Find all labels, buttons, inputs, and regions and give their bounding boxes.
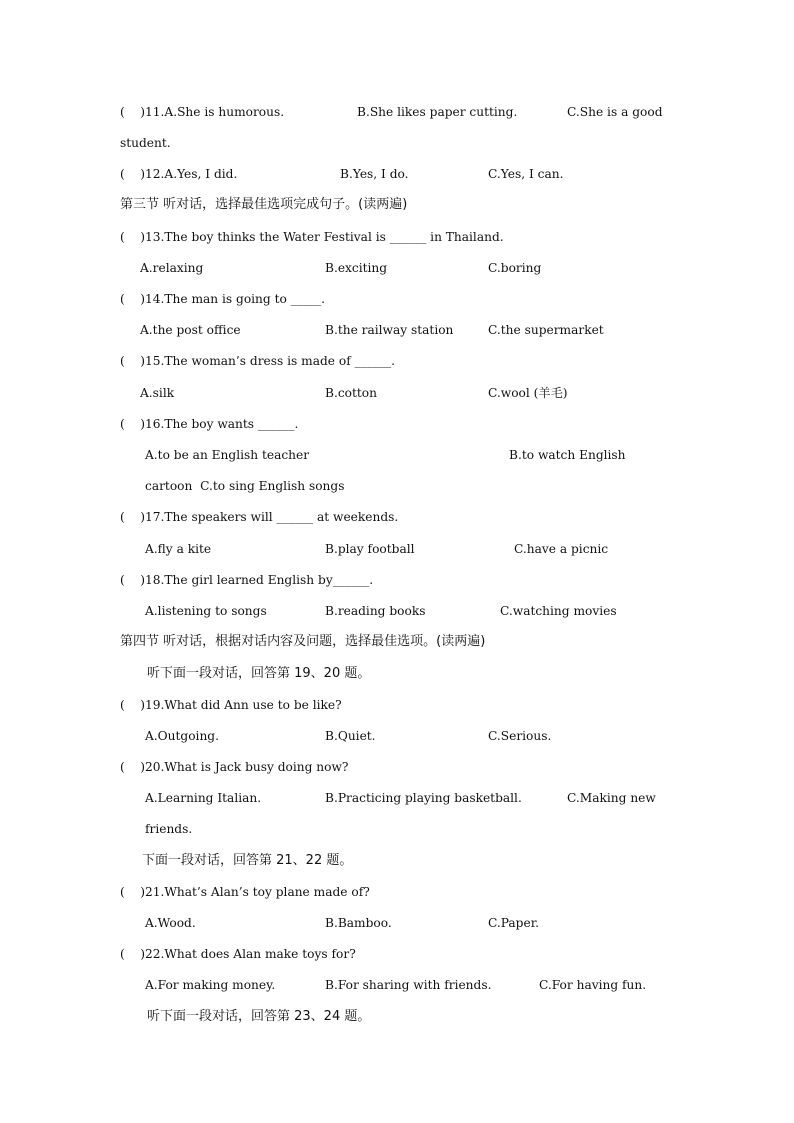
question-20-option-c: C.Making new [567, 791, 656, 805]
question-12-option-c: C.Yes, I can. [488, 167, 564, 181]
instruction-19-20: 听下面一段对话，回答第 19、20 题。 [147, 666, 371, 681]
question-14-option-a: A.the post office [140, 323, 241, 337]
section-4-heading: 第四节 听对话，根据对话内容及问题，选择最佳选项。(读两遍) [120, 634, 486, 649]
question-13-option-c: C.boring [488, 261, 542, 275]
question-21-stem: ( )21.What’s Alan’s toy plane made of? [120, 885, 370, 899]
question-15-option-a: A.silk [140, 386, 175, 400]
question-16-option-a: A.to be an English teacher [145, 448, 310, 462]
question-17-option-b: B.play football [325, 542, 415, 556]
question-21-option-b: B.Bamboo. [325, 916, 392, 930]
instruction-21-22: 下面一段对话，回答第 21、22 题。 [142, 853, 353, 868]
question-19-stem: ( )19.What did Ann use to be like? [120, 698, 342, 712]
question-18-option-c: C.watching movies [500, 604, 617, 618]
question-16-stem: ( )16.The boy wants ______. [120, 417, 299, 431]
question-17-stem: ( )17.The speakers will ______ at weekends. [120, 510, 399, 524]
question-21-option-c: C.Paper. [488, 916, 540, 930]
question-13-stem: ( )13.The boy thinks the Water Festival is ______ in Thailand. [120, 230, 504, 244]
question-14-stem: ( )14.The man is going to _____. [120, 292, 326, 306]
question-16-continuation: cartoon C.to sing English songs [145, 479, 345, 493]
question-16-option-b: B.to watch English [509, 448, 626, 462]
question-19-option-a: A.Outgoing. [145, 729, 219, 743]
question-22-option-c: C.For having fun. [539, 978, 647, 992]
question-14-option-b: B.the railway station [325, 323, 454, 337]
question-15-option-b: B.cotton [325, 386, 377, 400]
question-19-option-b: B.Quiet. [325, 729, 376, 743]
question-18-option-b: B.reading books [325, 604, 426, 618]
question-21-option-a: A.Wood. [145, 916, 196, 930]
question-12-option-b: B.Yes, I do. [340, 167, 409, 181]
question-20-option-b: B.Practicing playing basketball. [325, 791, 522, 805]
question-19-option-c: C.Serious. [488, 729, 552, 743]
question-13-option-a: A.relaxing [140, 261, 204, 275]
question-18-option-a: A.listening to songs [145, 604, 267, 618]
question-13-option-b: B.exciting [325, 261, 388, 275]
question-11-stem: ( )11.A.She is humorous. [120, 105, 285, 119]
instruction-23-24: 听下面一段对话，回答第 23、24 题。 [147, 1009, 371, 1024]
question-20-continuation: friends. [145, 822, 193, 836]
question-22-option-b: B.For sharing with friends. [325, 978, 492, 992]
question-17-option-a: A.fly a kite [145, 542, 212, 556]
question-15-option-c: C.wool (羊毛) [488, 386, 568, 400]
question-20-stem: ( )20.What is Jack busy doing now? [120, 760, 349, 774]
section-3-heading: 第三节 听对话，选择最佳选项完成句子。(读两遍) [120, 197, 408, 212]
question-17-option-c: C.have a picnic [514, 542, 609, 556]
question-15-stem: ( )15.The woman’s dress is made of ______. [120, 354, 396, 368]
question-11-continuation: student. [120, 136, 171, 150]
question-22-stem: ( )22.What does Alan make toys for? [120, 947, 356, 961]
question-11-option-b: B.She likes paper cutting. [357, 105, 518, 119]
question-22-option-a: A.For making money. [145, 978, 276, 992]
question-14-option-c: C.the supermarket [488, 323, 604, 337]
question-12-stem: ( )12.A.Yes, I did. [120, 167, 238, 181]
question-20-option-a: A.Learning Italian. [145, 791, 262, 805]
question-11-option-c: C.She is a good [567, 105, 663, 119]
question-18-stem: ( )18.The girl learned English by______. [120, 573, 374, 587]
